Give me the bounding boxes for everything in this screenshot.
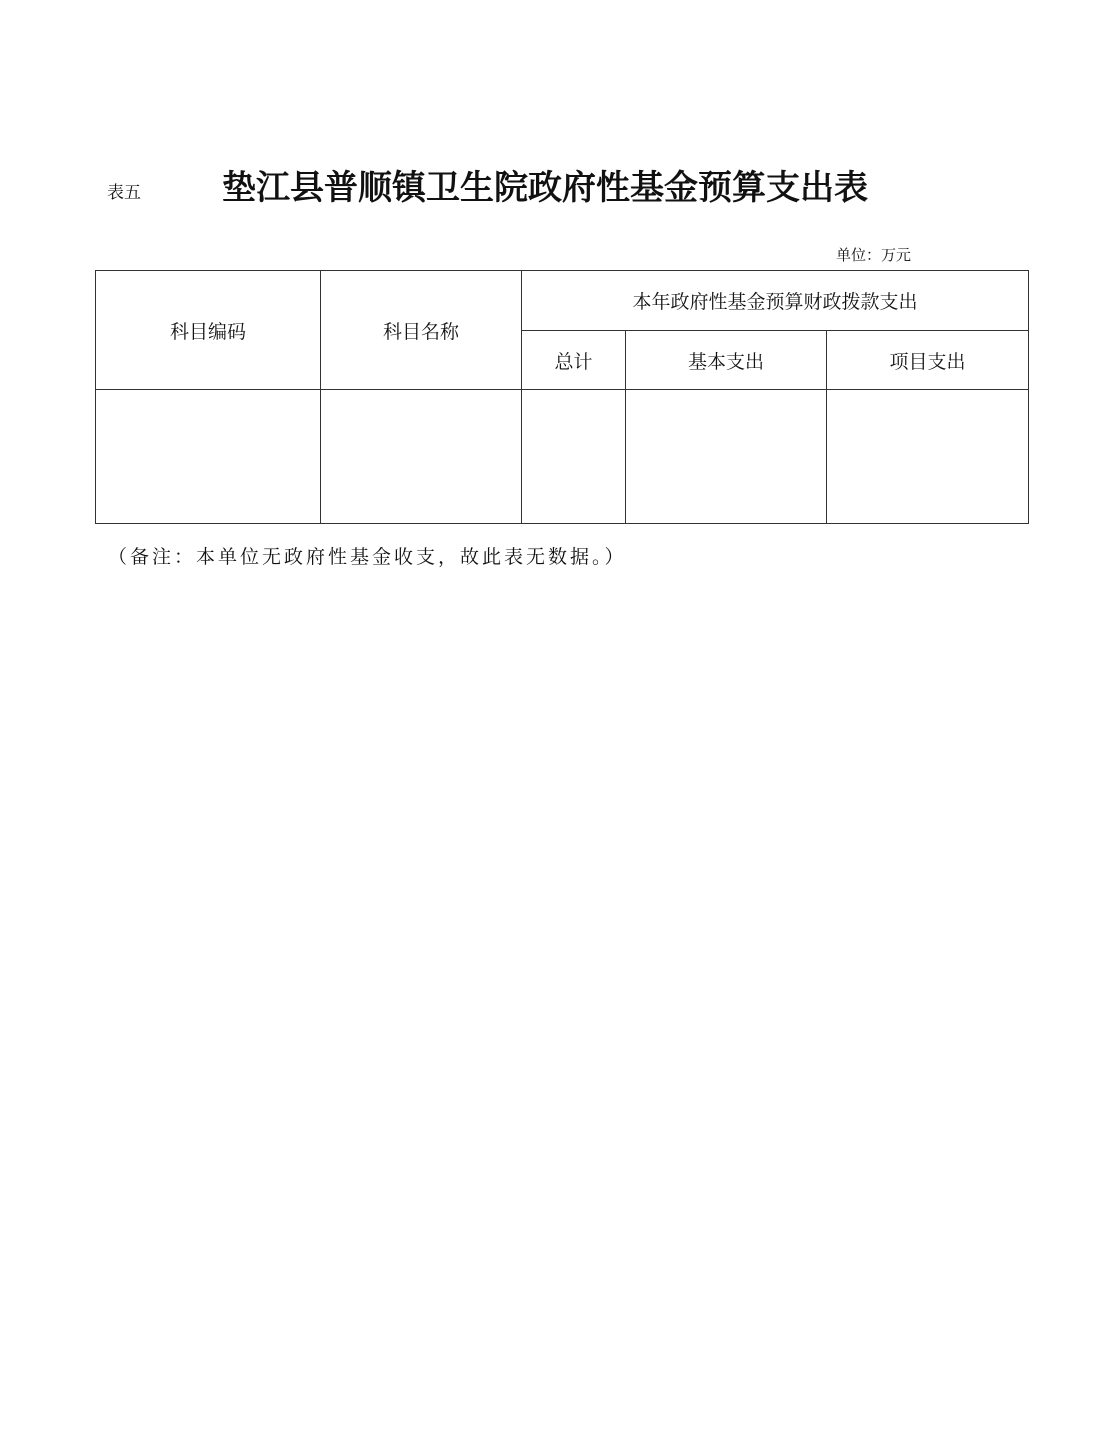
header-project-expenditure: 项目支出 [827, 331, 1029, 390]
header-total: 总计 [522, 331, 626, 390]
budget-table [95, 270, 1029, 524]
header-subject-code: 科目编码 [96, 271, 321, 390]
cell-total [522, 390, 626, 524]
remark-note: （备注：本单位无政府性基金收支，故此表无数据。） [108, 546, 627, 568]
header-subject-name: 科目名称 [321, 271, 522, 390]
cell-name [321, 390, 522, 524]
table-number-label: 表五 [107, 183, 141, 203]
header-basic-expenditure: 基本支出 [626, 331, 827, 390]
unit-label: 单位：万元 [836, 246, 912, 264]
cell-project [827, 390, 1029, 524]
cell-code [96, 390, 321, 524]
page-title: 垫江县普顺镇卫生院政府性基金预算支出表 [222, 168, 868, 208]
cell-basic [626, 390, 827, 524]
table-row [96, 390, 1029, 524]
header-fund-expenditure-group: 本年政府性基金预算财政拨款支出 [522, 271, 1029, 331]
